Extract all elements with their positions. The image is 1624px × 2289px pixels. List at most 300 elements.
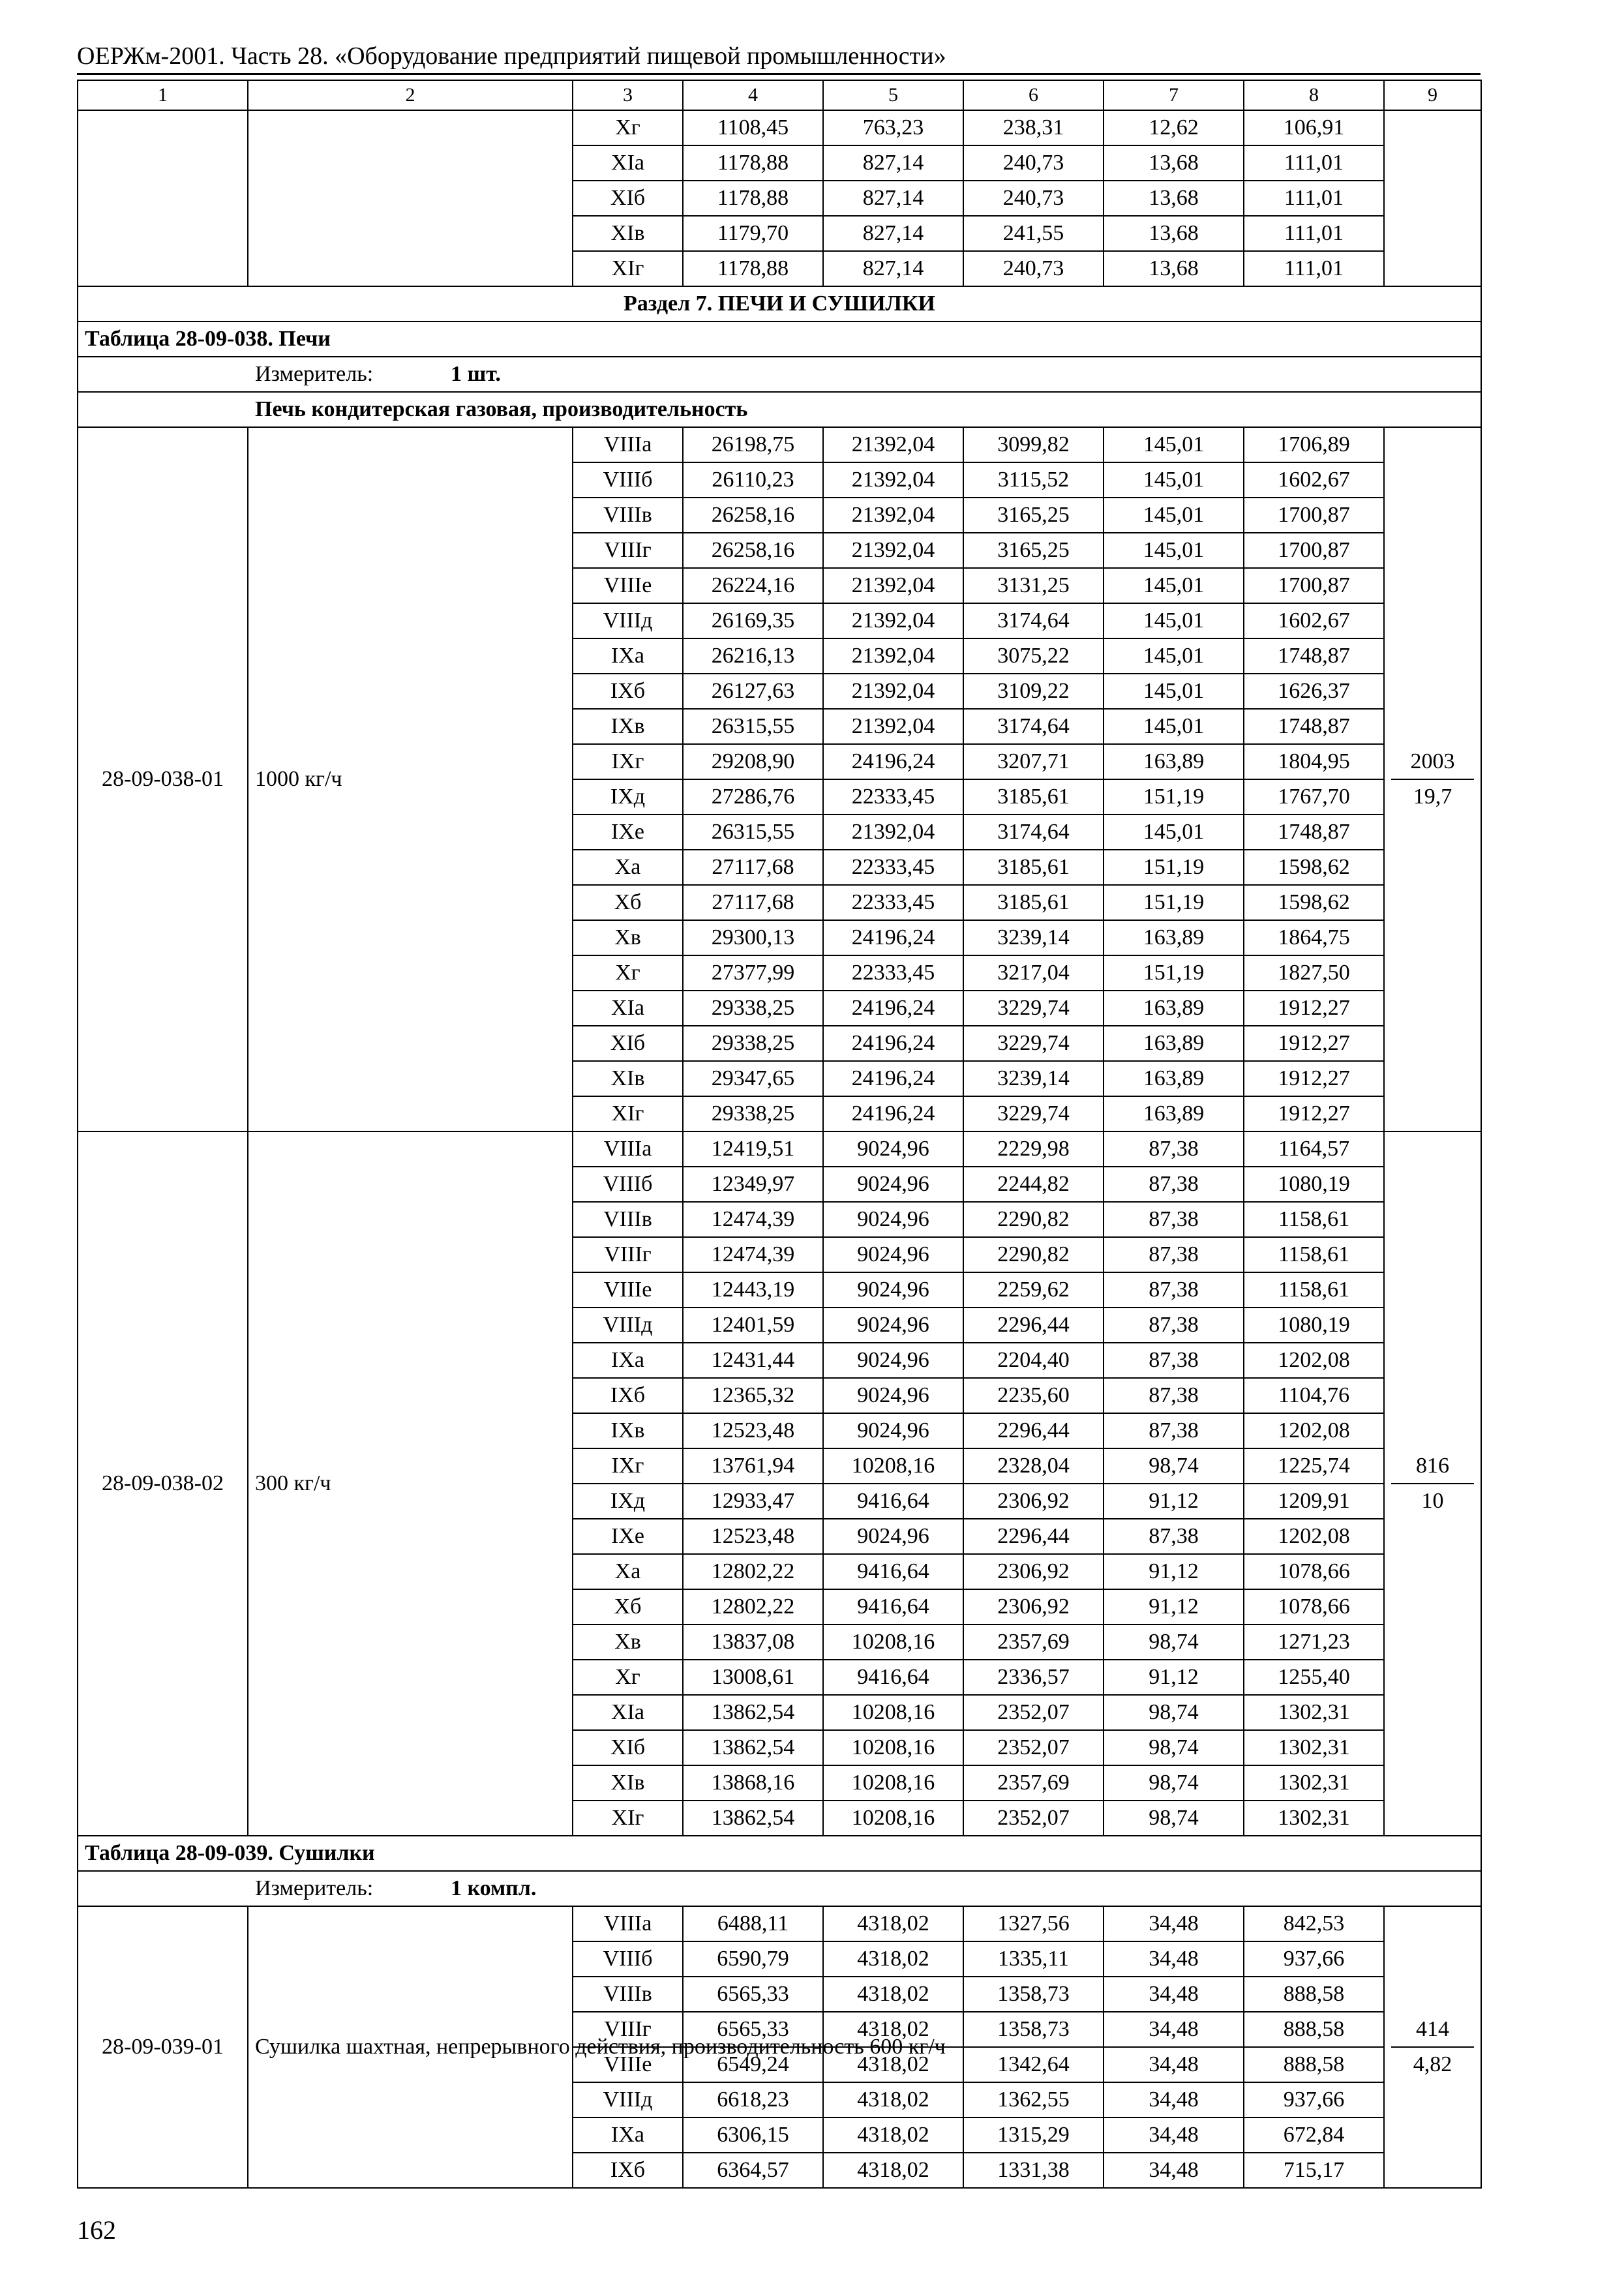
value-cell: 98,74 — [1104, 1695, 1244, 1730]
value-cell: 26258,16 — [683, 533, 823, 568]
zone-cell: VIIIд — [573, 2082, 683, 2117]
value-cell: 3185,61 — [963, 885, 1104, 920]
value-cell: 1271,23 — [1244, 1624, 1384, 1660]
value-cell: 29208,90 — [683, 744, 823, 779]
value-cell: 87,38 — [1104, 1308, 1244, 1343]
zone-cell: ХIг — [573, 1096, 683, 1131]
value-cell: 12802,22 — [683, 1554, 823, 1589]
zone-cell: Хв — [573, 1624, 683, 1660]
value-cell: 12443,19 — [683, 1272, 823, 1308]
zone-cell: Хг — [573, 1660, 683, 1695]
col9-value: 4,82 — [1413, 2052, 1452, 2076]
value-cell: 1602,67 — [1244, 603, 1384, 638]
col9-cell — [1384, 1131, 1481, 1836]
meter-cell — [78, 1871, 1481, 1906]
value-cell: 6364,57 — [683, 2153, 823, 2188]
meter-row — [78, 1871, 1481, 1906]
value-cell: 9416,64 — [823, 1554, 963, 1589]
zone-cell: IХв — [573, 1413, 683, 1448]
zone-cell: Хб — [573, 1589, 683, 1624]
value-cell: 21392,04 — [823, 568, 963, 603]
value-cell: 1706,89 — [1244, 427, 1384, 462]
value-cell: 1358,73 — [963, 2012, 1104, 2047]
value-cell: 763,23 — [823, 110, 963, 145]
value-cell: 10208,16 — [823, 1695, 963, 1730]
value-cell: 2229,98 — [963, 1131, 1104, 1167]
value-cell: 937,66 — [1244, 1941, 1384, 1977]
value-cell: 3075,22 — [963, 638, 1104, 674]
column-number: 9 — [1384, 80, 1481, 110]
value-cell: 1225,74 — [1244, 1448, 1384, 1484]
value-cell: 13868,16 — [683, 1765, 823, 1801]
value-cell: 13862,54 — [683, 1801, 823, 1836]
value-cell: 3165,25 — [963, 533, 1104, 568]
value-cell: 1080,19 — [1244, 1167, 1384, 1202]
zone-cell: VIIIб — [573, 462, 683, 498]
value-cell: 91,12 — [1104, 1589, 1244, 1624]
header-rule — [77, 73, 1481, 75]
value-cell: 3174,64 — [963, 815, 1104, 850]
value-cell: 1315,29 — [963, 2117, 1104, 2153]
value-cell: 34,48 — [1104, 1906, 1244, 1941]
code-cell: 28-09-038-02 — [78, 1131, 248, 1836]
table-row — [78, 1906, 1481, 1941]
value-cell: 21392,04 — [823, 498, 963, 533]
col9-value: 414 — [1391, 2012, 1474, 2048]
value-cell: 1700,87 — [1244, 568, 1384, 603]
value-cell: 240,73 — [963, 251, 1104, 286]
value-cell: 2290,82 — [963, 1237, 1104, 1272]
value-cell: 34,48 — [1104, 1941, 1244, 1977]
value-cell: 4318,02 — [823, 2012, 963, 2047]
value-cell: 3217,04 — [963, 955, 1104, 991]
value-cell: 34,48 — [1104, 1977, 1244, 2012]
value-cell: 9024,96 — [823, 1308, 963, 1343]
value-cell: 1104,76 — [1244, 1378, 1384, 1413]
zone-cell: VIIIв — [573, 498, 683, 533]
zone-cell: IХе — [573, 1519, 683, 1554]
value-cell: 1158,61 — [1244, 1272, 1384, 1308]
value-cell: 4318,02 — [823, 2117, 963, 2153]
table-row — [78, 1131, 1481, 1167]
value-cell: 1108,45 — [683, 110, 823, 145]
zone-cell: ХIа — [573, 991, 683, 1026]
value-cell: 26258,16 — [683, 498, 823, 533]
value-cell: 13837,08 — [683, 1624, 823, 1660]
col9-value: 19,7 — [1413, 785, 1452, 809]
value-cell: 26224,16 — [683, 568, 823, 603]
value-cell: 151,19 — [1104, 850, 1244, 885]
section-row — [78, 286, 1481, 322]
value-cell: 34,48 — [1104, 2082, 1244, 2117]
value-cell: 87,38 — [1104, 1131, 1244, 1167]
column-number: 4 — [683, 80, 823, 110]
value-cell: 151,19 — [1104, 779, 1244, 815]
value-cell: 1164,57 — [1244, 1131, 1384, 1167]
value-cell: 1342,64 — [963, 2047, 1104, 2082]
meter-label: Измеритель: — [255, 362, 374, 386]
value-cell: 29338,25 — [683, 1096, 823, 1131]
value-cell: 1912,27 — [1244, 1061, 1384, 1096]
column-number: 3 — [573, 80, 683, 110]
value-cell: 1626,37 — [1244, 674, 1384, 709]
zone-cell: IХа — [573, 2117, 683, 2153]
value-cell: 27286,76 — [683, 779, 823, 815]
zone-cell: IХб — [573, 674, 683, 709]
name-cell — [248, 110, 573, 286]
value-cell: 26127,63 — [683, 674, 823, 709]
value-cell: 10208,16 — [823, 1801, 963, 1836]
value-cell: 6488,11 — [683, 1906, 823, 1941]
meter-value: 1 шт. — [451, 362, 501, 386]
value-cell: 145,01 — [1104, 603, 1244, 638]
name-cell: Сушилка шахтная, непрерывного действия, производительность 600 кг/ч — [248, 1906, 573, 2188]
value-cell: 241,55 — [963, 216, 1104, 251]
value-cell: 9024,96 — [823, 1237, 963, 1272]
zone-cell: Хб — [573, 885, 683, 920]
value-cell: 4318,02 — [823, 1906, 963, 1941]
value-cell: 34,48 — [1104, 2117, 1244, 2153]
zone-cell: IХд — [573, 1484, 683, 1519]
value-cell: 26198,75 — [683, 427, 823, 462]
value-cell: 12401,59 — [683, 1308, 823, 1343]
value-cell: 842,53 — [1244, 1906, 1384, 1941]
value-cell: 9024,96 — [823, 1413, 963, 1448]
value-cell: 163,89 — [1104, 1096, 1244, 1131]
value-cell: 27377,99 — [683, 955, 823, 991]
name-cell: 1000 кг/ч — [248, 427, 573, 1131]
value-cell: 3115,52 — [963, 462, 1104, 498]
table-row — [78, 110, 1481, 145]
value-cell: 3174,64 — [963, 709, 1104, 744]
value-cell: 151,19 — [1104, 955, 1244, 991]
zone-cell: VIIIб — [573, 1941, 683, 1977]
value-cell: 1302,31 — [1244, 1801, 1384, 1836]
value-cell: 12,62 — [1104, 110, 1244, 145]
col9-value: 816 — [1391, 1449, 1474, 1484]
value-cell: 21392,04 — [823, 603, 963, 638]
value-cell: 111,01 — [1244, 181, 1384, 216]
zone-cell: Ха — [573, 1554, 683, 1589]
section-title: Раздел 7. ПЕЧИ И СУШИЛКИ — [78, 286, 1481, 322]
value-cell: 888,58 — [1244, 2047, 1384, 2082]
zone-cell: IХа — [573, 638, 683, 674]
meter-cell — [78, 357, 1481, 392]
value-cell: 26216,13 — [683, 638, 823, 674]
col9-value: 2003 — [1391, 745, 1474, 780]
value-cell: 1302,31 — [1244, 1730, 1384, 1765]
value-cell: 12523,48 — [683, 1519, 823, 1554]
value-cell: 2306,92 — [963, 1554, 1104, 1589]
value-cell: 9024,96 — [823, 1167, 963, 1202]
value-cell: 27117,68 — [683, 850, 823, 885]
value-cell: 24196,24 — [823, 991, 963, 1026]
value-cell: 24196,24 — [823, 744, 963, 779]
value-cell: 6549,24 — [683, 2047, 823, 2082]
value-cell: 13862,54 — [683, 1730, 823, 1765]
value-cell: 111,01 — [1244, 251, 1384, 286]
value-cell: 1912,27 — [1244, 1096, 1384, 1131]
value-cell: 13,68 — [1104, 251, 1244, 286]
value-cell: 1178,88 — [683, 181, 823, 216]
subheading-row — [78, 392, 1481, 427]
value-cell: 9416,64 — [823, 1484, 963, 1519]
value-cell: 1302,31 — [1244, 1695, 1384, 1730]
zone-cell: Ха — [573, 850, 683, 885]
value-cell: 145,01 — [1104, 462, 1244, 498]
value-cell: 24196,24 — [823, 920, 963, 955]
value-cell: 145,01 — [1104, 533, 1244, 568]
value-cell: 1202,08 — [1244, 1519, 1384, 1554]
value-cell: 145,01 — [1104, 638, 1244, 674]
value-cell: 3207,71 — [963, 744, 1104, 779]
value-cell: 87,38 — [1104, 1519, 1244, 1554]
rates-table — [77, 80, 1482, 2189]
value-cell: 3165,25 — [963, 498, 1104, 533]
value-cell: 163,89 — [1104, 920, 1244, 955]
value-cell: 1335,11 — [963, 1941, 1104, 1977]
value-cell: 91,12 — [1104, 1554, 1244, 1589]
value-cell: 715,17 — [1244, 2153, 1384, 2188]
value-cell: 87,38 — [1104, 1167, 1244, 1202]
value-cell: 2244,82 — [963, 1167, 1104, 1202]
value-cell: 91,12 — [1104, 1484, 1244, 1519]
value-cell: 34,48 — [1104, 2153, 1244, 2188]
column-number: 7 — [1104, 80, 1244, 110]
column-number: 1 — [78, 80, 248, 110]
value-cell: 87,38 — [1104, 1413, 1244, 1448]
value-cell: 827,14 — [823, 251, 963, 286]
value-cell: 98,74 — [1104, 1730, 1244, 1765]
value-cell: 1700,87 — [1244, 498, 1384, 533]
zone-cell: VIIIв — [573, 1202, 683, 1237]
zone-cell: ХIб — [573, 181, 683, 216]
column-number: 5 — [823, 80, 963, 110]
column-number: 6 — [963, 80, 1104, 110]
value-cell: 827,14 — [823, 216, 963, 251]
value-cell: 2328,04 — [963, 1448, 1104, 1484]
zone-cell: Хг — [573, 955, 683, 991]
value-cell: 1748,87 — [1244, 815, 1384, 850]
value-cell: 6565,33 — [683, 2012, 823, 2047]
meter-label: Измеритель: — [255, 1876, 374, 1900]
value-cell: 240,73 — [963, 181, 1104, 216]
zone-cell: IХе — [573, 815, 683, 850]
value-cell: 3131,25 — [963, 568, 1104, 603]
value-cell: 1864,75 — [1244, 920, 1384, 955]
value-cell: 1767,70 — [1244, 779, 1384, 815]
value-cell: 4318,02 — [823, 2082, 963, 2117]
value-cell: 91,12 — [1104, 1660, 1244, 1695]
value-cell: 24196,24 — [823, 1096, 963, 1131]
zone-cell: IХб — [573, 2153, 683, 2188]
value-cell: 1602,67 — [1244, 462, 1384, 498]
value-cell: 1912,27 — [1244, 991, 1384, 1026]
value-cell: 2357,69 — [963, 1624, 1104, 1660]
value-cell: 888,58 — [1244, 1977, 1384, 2012]
value-cell: 21392,04 — [823, 462, 963, 498]
subheading: Печь кондитерская газовая, производительность — [78, 392, 1481, 427]
code-cell: 28-09-039-01 — [78, 1906, 248, 2188]
zone-cell: VIIIе — [573, 1272, 683, 1308]
value-cell: 1080,19 — [1244, 1308, 1384, 1343]
name-cell: 300 кг/ч — [248, 1131, 573, 1836]
zone-cell: IХв — [573, 709, 683, 744]
value-cell: 27117,68 — [683, 885, 823, 920]
value-cell: 240,73 — [963, 145, 1104, 181]
value-cell: 2296,44 — [963, 1308, 1104, 1343]
value-cell: 21392,04 — [823, 815, 963, 850]
value-cell: 4318,02 — [823, 1941, 963, 1977]
value-cell: 9024,96 — [823, 1378, 963, 1413]
value-cell: 1912,27 — [1244, 1026, 1384, 1061]
col9-value: 10 — [1421, 1489, 1444, 1513]
value-cell: 29338,25 — [683, 1026, 823, 1061]
value-cell: 12431,44 — [683, 1343, 823, 1378]
value-cell: 12474,39 — [683, 1202, 823, 1237]
zone-cell: ХIа — [573, 1695, 683, 1730]
value-cell: 111,01 — [1244, 216, 1384, 251]
value-cell: 34,48 — [1104, 2012, 1244, 2047]
value-cell: 13761,94 — [683, 1448, 823, 1484]
value-cell: 3229,74 — [963, 991, 1104, 1026]
value-cell: 2296,44 — [963, 1413, 1104, 1448]
value-cell: 1358,73 — [963, 1977, 1104, 2012]
value-cell: 24196,24 — [823, 1026, 963, 1061]
value-cell: 6618,23 — [683, 2082, 823, 2117]
value-cell: 22333,45 — [823, 955, 963, 991]
value-cell: 4318,02 — [823, 1977, 963, 2012]
value-cell: 1598,62 — [1244, 850, 1384, 885]
value-cell: 9024,96 — [823, 1272, 963, 1308]
value-cell: 3099,82 — [963, 427, 1104, 462]
zone-cell: VIIIг — [573, 2012, 683, 2047]
value-cell: 2336,57 — [963, 1660, 1104, 1695]
value-cell: 21392,04 — [823, 709, 963, 744]
value-cell: 3109,22 — [963, 674, 1104, 709]
value-cell: 87,38 — [1104, 1378, 1244, 1413]
value-cell: 1158,61 — [1244, 1237, 1384, 1272]
value-cell: 1827,50 — [1244, 955, 1384, 991]
page-number: 162 — [77, 2215, 116, 2245]
zone-cell: ХIв — [573, 216, 683, 251]
value-cell: 2306,92 — [963, 1589, 1104, 1624]
zone-cell: ХIв — [573, 1765, 683, 1801]
code-cell: 28-09-038-01 — [78, 427, 248, 1131]
zone-cell: VIIIа — [573, 1131, 683, 1167]
meter-value: 1 компл. — [451, 1876, 537, 1900]
value-cell: 1331,38 — [963, 2153, 1104, 2188]
value-cell: 34,48 — [1104, 2047, 1244, 2082]
value-cell: 12523,48 — [683, 1413, 823, 1448]
value-cell: 9416,64 — [823, 1589, 963, 1624]
value-cell: 13862,54 — [683, 1695, 823, 1730]
value-cell: 22333,45 — [823, 885, 963, 920]
value-cell: 98,74 — [1104, 1765, 1244, 1801]
value-cell: 3174,64 — [963, 603, 1104, 638]
code-cell — [78, 110, 248, 286]
value-cell: 163,89 — [1104, 1026, 1244, 1061]
value-cell: 12419,51 — [683, 1131, 823, 1167]
value-cell: 3229,74 — [963, 1096, 1104, 1131]
zone-cell: VIIIа — [573, 1906, 683, 1941]
value-cell: 1179,70 — [683, 216, 823, 251]
value-cell: 3229,74 — [963, 1026, 1104, 1061]
column-number: 2 — [248, 80, 573, 110]
value-cell: 26110,23 — [683, 462, 823, 498]
value-cell: 6306,15 — [683, 2117, 823, 2153]
value-cell: 3185,61 — [963, 779, 1104, 815]
value-cell: 238,31 — [963, 110, 1104, 145]
col9-cell — [1384, 1906, 1481, 2188]
value-cell: 1362,55 — [963, 2082, 1104, 2117]
value-cell: 2352,07 — [963, 1730, 1104, 1765]
value-cell: 24196,24 — [823, 1061, 963, 1096]
table-title-row — [78, 322, 1481, 357]
zone-cell: VIIIд — [573, 1308, 683, 1343]
table-row — [78, 427, 1481, 462]
value-cell: 13,68 — [1104, 145, 1244, 181]
value-cell: 111,01 — [1244, 145, 1384, 181]
zone-cell: ХIв — [573, 1061, 683, 1096]
value-cell: 151,19 — [1104, 885, 1244, 920]
value-cell: 21392,04 — [823, 638, 963, 674]
column-numbers-row — [78, 80, 1481, 110]
value-cell: 12474,39 — [683, 1237, 823, 1272]
meter-row — [78, 357, 1481, 392]
col9-cell — [1384, 110, 1481, 286]
value-cell: 1078,66 — [1244, 1589, 1384, 1624]
value-cell: 2352,07 — [963, 1801, 1104, 1836]
zone-cell: VIIIд — [573, 603, 683, 638]
value-cell: 163,89 — [1104, 744, 1244, 779]
value-cell: 1327,56 — [963, 1906, 1104, 1941]
col9-cell — [1384, 427, 1481, 1131]
value-cell: 9024,96 — [823, 1202, 963, 1237]
value-cell: 145,01 — [1104, 815, 1244, 850]
table-title: Таблица 28-09-039. Сушилки — [78, 1836, 1481, 1871]
value-cell: 145,01 — [1104, 568, 1244, 603]
value-cell: 937,66 — [1244, 2082, 1384, 2117]
value-cell: 1202,08 — [1244, 1343, 1384, 1378]
value-cell: 163,89 — [1104, 991, 1244, 1026]
zone-cell: IХа — [573, 1343, 683, 1378]
zone-cell: VIIIе — [573, 568, 683, 603]
value-cell: 10208,16 — [823, 1765, 963, 1801]
value-cell: 10208,16 — [823, 1624, 963, 1660]
value-cell: 3185,61 — [963, 850, 1104, 885]
value-cell: 1178,88 — [683, 145, 823, 181]
zone-cell: VIIIб — [573, 1167, 683, 1202]
table-title: Таблица 28-09-038. Печи — [78, 322, 1481, 357]
value-cell: 145,01 — [1104, 498, 1244, 533]
value-cell: 12365,32 — [683, 1378, 823, 1413]
value-cell: 1804,95 — [1244, 744, 1384, 779]
value-cell: 26169,35 — [683, 603, 823, 638]
value-cell: 87,38 — [1104, 1343, 1244, 1378]
value-cell: 145,01 — [1104, 427, 1244, 462]
value-cell: 13008,61 — [683, 1660, 823, 1695]
value-cell: 106,91 — [1244, 110, 1384, 145]
value-cell: 2259,62 — [963, 1272, 1104, 1308]
value-cell: 1209,91 — [1244, 1484, 1384, 1519]
zone-cell: VIIIе — [573, 2047, 683, 2082]
value-cell: 4318,02 — [823, 2153, 963, 2188]
value-cell: 87,38 — [1104, 1272, 1244, 1308]
value-cell: 1158,61 — [1244, 1202, 1384, 1237]
value-cell: 21392,04 — [823, 427, 963, 462]
zone-cell: ХIб — [573, 1026, 683, 1061]
